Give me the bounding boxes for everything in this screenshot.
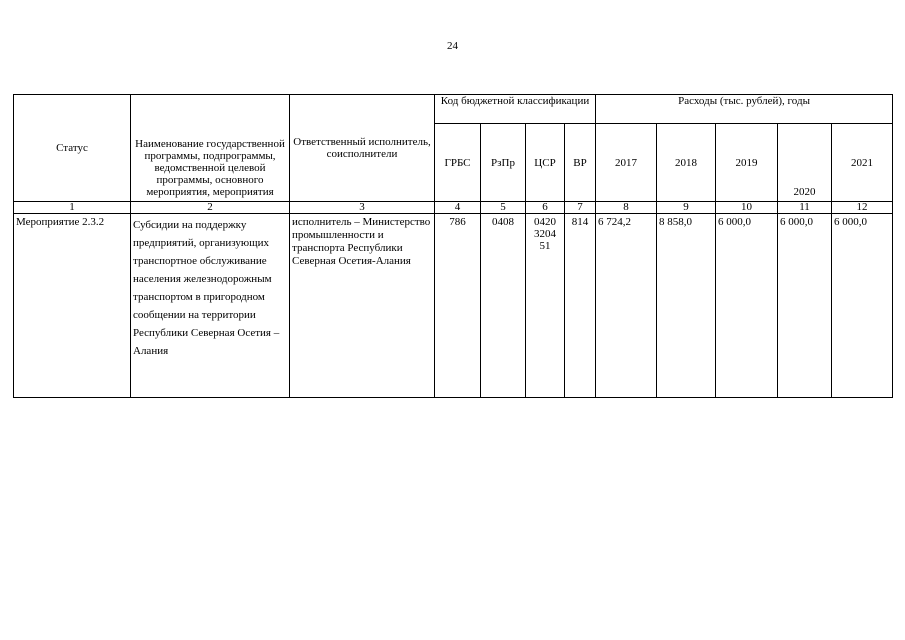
table-row [14, 214, 893, 398]
budget-table [13, 94, 893, 398]
column-number: 4 [435, 202, 481, 214]
row-csr-part: 51 [539, 240, 551, 252]
header-row-top [14, 95, 893, 124]
column-number: 7 [565, 202, 596, 214]
header-vr: ВР [565, 124, 596, 202]
column-number: 5 [481, 202, 526, 214]
row-grbs: 786 [435, 214, 481, 398]
row-csr-part: 3204 [534, 228, 556, 240]
row-status: Мероприятие 2.3.2 [14, 214, 131, 398]
page-number: 24 [447, 40, 458, 52]
row-responsible: исполнитель – Министерство промышленности и транспорта Республики Северная Осетия-Алания [290, 214, 435, 398]
header-rzpr: РзПр [481, 124, 526, 202]
row-value-2019: 6 000,0 [716, 214, 778, 398]
header-year-2019: 2019 [716, 124, 778, 202]
column-number: 12 [832, 202, 893, 214]
row-value-2018: 8 858,0 [657, 214, 716, 398]
header-year-2018: 2018 [657, 124, 716, 202]
column-number: 9 [657, 202, 716, 214]
row-name: Субсидии на поддержку предприятий, организующих транспортное обслуживание населения железнодорожным транспортом в пригородном сообщении на территории Республики Северная Осетия – Алания [131, 214, 290, 398]
column-number: 8 [596, 202, 657, 214]
header-expenses: Расходы (тыс. рублей), годы [596, 95, 893, 124]
column-number: 6 [526, 202, 565, 214]
column-number: 10 [716, 202, 778, 214]
row-vr: 814 [565, 214, 596, 398]
header-program-name: Наименование государственной программы, подпрограммы, ведомственной целевой программы, основного мероприятия, мероприятия [131, 95, 290, 202]
header-status: Статус [14, 95, 131, 202]
header-year-2017: 2017 [596, 124, 657, 202]
row-value-2020: 6 000,0 [778, 214, 832, 398]
row-csr [526, 214, 565, 398]
row-csr-part: 0420 [534, 216, 556, 228]
header-year-2020: 2020 [778, 124, 832, 202]
column-number: 2 [131, 202, 290, 214]
column-number: 1 [14, 202, 131, 214]
header-year-2021: 2021 [832, 124, 893, 202]
column-number-row [14, 202, 893, 214]
row-value-2017: 6 724,2 [596, 214, 657, 398]
column-number: 3 [290, 202, 435, 214]
row-rzpr: 0408 [481, 214, 526, 398]
column-number: 11 [778, 202, 832, 214]
header-grbs: ГРБС [435, 124, 481, 202]
header-csr: ЦСР [526, 124, 565, 202]
row-value-2021: 6 000,0 [832, 214, 893, 398]
header-budget-code: Код бюджетной классификации [435, 95, 596, 124]
header-responsible: Ответственный исполнитель, соисполнители [290, 95, 435, 202]
